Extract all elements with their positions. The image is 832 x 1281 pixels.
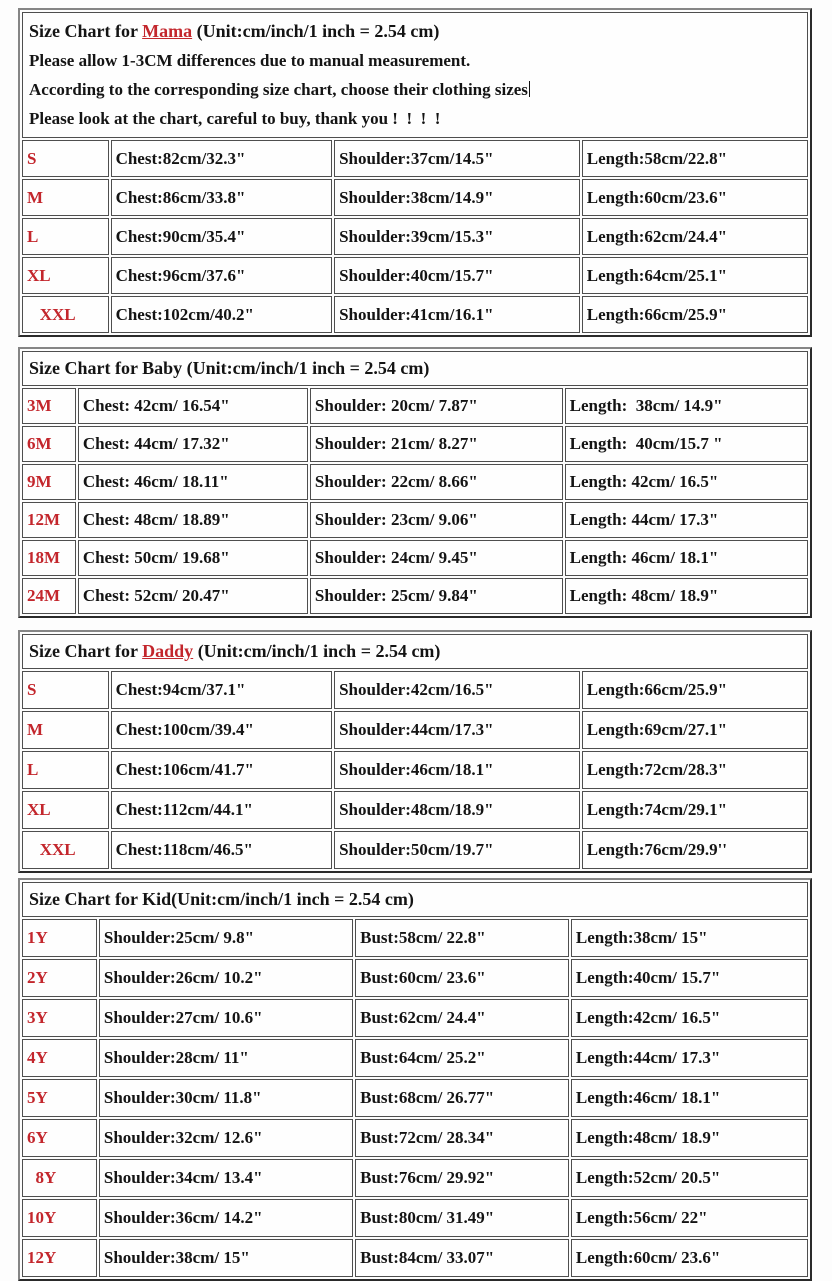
size-chart-table-mama (18, 8, 812, 337)
chest-cell: Chest: 48cm/ 18.89" (78, 502, 308, 538)
shoulder-cell: Shoulder:44cm/17.3" (334, 711, 580, 749)
shoulder-cell: Shoulder:40cm/15.7" (334, 257, 580, 294)
title-pre: Size Chart for (29, 641, 143, 661)
size-chart-table-kid (18, 878, 812, 1281)
section-title-baby (29, 354, 801, 383)
length-cell: Length:44cm/ 17.3" (571, 1039, 808, 1077)
shoulder-cell: Shoulder: 25cm/ 9.84" (310, 578, 563, 614)
section-title-kid (29, 885, 801, 914)
bust-cell: Bust:68cm/ 26.77" (355, 1079, 569, 1117)
table-row (22, 999, 808, 1037)
chest-cell: Chest:82cm/32.3" (111, 140, 333, 177)
size-chart-table-baby (18, 347, 812, 618)
size-label-cell: 5Y (22, 1079, 97, 1117)
title-post: (Unit:cm/inch/1 inch = 2.54 cm) (193, 641, 441, 661)
table-row (22, 218, 808, 255)
length-cell: Length:69cm/27.1" (582, 711, 808, 749)
table-row (22, 919, 808, 957)
section-title-daddy (29, 637, 801, 666)
table-row (22, 711, 808, 749)
shoulder-cell: Shoulder:48cm/18.9" (334, 791, 580, 829)
size-label-cell: 12M (22, 502, 76, 538)
length-cell: Length:60cm/ 23.6" (571, 1239, 808, 1277)
chest-cell: Chest:100cm/39.4" (111, 711, 333, 749)
title-post: (Unit:cm/inch/1 inch = 2.54 cm) (192, 21, 440, 41)
table-row (22, 1079, 808, 1117)
chest-cell: Chest:94cm/37.1" (111, 671, 333, 709)
chest-cell: Chest: 46cm/ 18.11" (78, 464, 308, 500)
length-cell: Length: 38cm/ 14.9" (565, 388, 808, 424)
table-row (22, 140, 808, 177)
length-cell: Length: 40cm/15.7 " (565, 426, 808, 462)
note-measurement: Please allow 1-3CM differences due to manual measurement. (29, 51, 471, 70)
shoulder-cell: Shoulder:27cm/ 10.6" (99, 999, 353, 1037)
shoulder-cell: Shoulder:32cm/ 12.6" (99, 1119, 353, 1157)
size-label-cell: XXL (22, 296, 109, 333)
size-chart-table-daddy (18, 630, 812, 873)
section-header-mama (22, 12, 808, 138)
chest-cell: Chest: 44cm/ 17.32" (78, 426, 308, 462)
table-row (22, 257, 808, 294)
length-cell: Length: 48cm/ 18.9" (565, 578, 808, 614)
size-label-cell: 2Y (22, 959, 97, 997)
size-label-cell: S (22, 671, 109, 709)
size-label-cell: XL (22, 791, 109, 829)
section-header-row (22, 12, 808, 138)
length-cell: Length:58cm/22.8" (582, 140, 808, 177)
chest-cell: Chest:102cm/40.2" (111, 296, 333, 333)
length-cell: Length: 42cm/ 16.5" (565, 464, 808, 500)
shoulder-cell: Shoulder:34cm/ 13.4" (99, 1159, 353, 1197)
bust-cell: Bust:72cm/ 28.34" (355, 1119, 569, 1157)
size-label-cell: 3Y (22, 999, 97, 1037)
title-name-daddy: Daddy (142, 641, 194, 661)
table-row (22, 502, 808, 538)
shoulder-cell: Shoulder:38cm/14.9" (334, 179, 580, 216)
table-row (22, 1159, 808, 1197)
bust-cell: Bust:64cm/ 25.2" (355, 1039, 569, 1077)
length-cell: Length:40cm/ 15.7" (571, 959, 808, 997)
shoulder-cell: Shoulder:37cm/14.5" (334, 140, 580, 177)
title-pre: Size Chart for Baby (Unit:cm/inch/1 inch = 2.54 cm) (29, 358, 430, 378)
length-cell: Length:76cm/29.9'' (582, 831, 808, 869)
size-label-cell: 3M (22, 388, 76, 424)
length-cell: Length:66cm/25.9" (582, 671, 808, 709)
length-cell: Length: 44cm/ 17.3" (565, 502, 808, 538)
shoulder-cell: Shoulder:25cm/ 9.8" (99, 919, 353, 957)
table-row (22, 1119, 808, 1157)
length-cell: Length:42cm/ 16.5" (571, 999, 808, 1037)
chest-cell: Chest:118cm/46.5" (111, 831, 333, 869)
table-row (22, 791, 808, 829)
table-row (22, 671, 808, 709)
table-row (22, 179, 808, 216)
length-cell: Length:56cm/ 22" (571, 1199, 808, 1237)
size-label-cell: L (22, 218, 109, 255)
shoulder-cell: Shoulder:50cm/19.7" (334, 831, 580, 869)
table-row (22, 751, 808, 789)
note-careful-buy: Please look at the chart, careful to buy, thank you ! ! ! ! (29, 109, 441, 128)
section-header-row (22, 351, 808, 386)
size-label-cell: 6Y (22, 1119, 97, 1157)
size-label-cell: 8Y (22, 1159, 97, 1197)
table-row (22, 464, 808, 500)
size-label-cell: S (22, 140, 109, 177)
length-cell: Length:38cm/ 15" (571, 919, 808, 957)
table-row (22, 540, 808, 576)
chest-cell: Chest: 52cm/ 20.47" (78, 578, 308, 614)
length-cell: Length:74cm/29.1" (582, 791, 808, 829)
table-row (22, 388, 808, 424)
length-cell: Length:52cm/ 20.5" (571, 1159, 808, 1197)
length-cell: Length: 46cm/ 18.1" (565, 540, 808, 576)
section-header-baby (22, 351, 808, 386)
length-cell: Length:66cm/25.9" (582, 296, 808, 333)
table-row (22, 1199, 808, 1237)
shoulder-cell: Shoulder: 22cm/ 8.66" (310, 464, 563, 500)
section-header-kid (22, 882, 808, 917)
shoulder-cell: Shoulder:46cm/18.1" (334, 751, 580, 789)
length-cell: Length:60cm/23.6" (582, 179, 808, 216)
shoulder-cell: Shoulder:36cm/ 14.2" (99, 1199, 353, 1237)
note-choose-size-text: According to the corresponding size chart, choose their clothing sizes (29, 80, 528, 99)
shoulder-cell: Shoulder:30cm/ 11.8" (99, 1079, 353, 1117)
title-pre: Size Chart for Kid(Unit:cm/inch/1 inch = 2.54 cm) (29, 889, 414, 909)
bust-cell: Bust:62cm/ 24.4" (355, 999, 569, 1037)
note-choose-size (29, 75, 801, 104)
table-row (22, 1039, 808, 1077)
section-header-row (22, 882, 808, 917)
shoulder-cell: Shoulder: 20cm/ 7.87" (310, 388, 563, 424)
shoulder-cell: Shoulder:42cm/16.5" (334, 671, 580, 709)
chest-cell: Chest:106cm/41.7" (111, 751, 333, 789)
bust-cell: Bust:76cm/ 29.92" (355, 1159, 569, 1197)
chest-cell: Chest:112cm/44.1" (111, 791, 333, 829)
chest-cell: Chest:90cm/35.4" (111, 218, 333, 255)
length-cell: Length:64cm/25.1" (582, 257, 808, 294)
size-label-cell: 4Y (22, 1039, 97, 1077)
bust-cell: Bust:58cm/ 22.8" (355, 919, 569, 957)
text-cursor (529, 81, 530, 97)
size-label-cell: L (22, 751, 109, 789)
size-label-cell: XXL (22, 831, 109, 869)
length-cell: Length:72cm/28.3" (582, 751, 808, 789)
length-cell: Length:62cm/24.4" (582, 218, 808, 255)
size-label-cell: M (22, 179, 109, 216)
shoulder-cell: Shoulder:28cm/ 11" (99, 1039, 353, 1077)
shoulder-cell: Shoulder:26cm/ 10.2" (99, 959, 353, 997)
table-row (22, 831, 808, 869)
size-label-cell: 12Y (22, 1239, 97, 1277)
shoulder-cell: Shoulder:38cm/ 15" (99, 1239, 353, 1277)
title-pre: Size Chart for (29, 21, 143, 41)
shoulder-cell: Shoulder:39cm/15.3" (334, 218, 580, 255)
size-label-cell: 6M (22, 426, 76, 462)
chest-cell: Chest:96cm/37.6" (111, 257, 333, 294)
length-cell: Length:46cm/ 18.1" (571, 1079, 808, 1117)
table-row (22, 578, 808, 614)
table-row (22, 296, 808, 333)
section-header-daddy (22, 634, 808, 669)
chest-cell: Chest: 42cm/ 16.54" (78, 388, 308, 424)
chest-cell: Chest:86cm/33.8" (111, 179, 333, 216)
bust-cell: Bust:60cm/ 23.6" (355, 959, 569, 997)
size-label-cell: 10Y (22, 1199, 97, 1237)
size-label-cell: 24M (22, 578, 76, 614)
shoulder-cell: Shoulder: 21cm/ 8.27" (310, 426, 563, 462)
size-label-cell: 18M (22, 540, 76, 576)
bust-cell: Bust:80cm/ 31.49" (355, 1199, 569, 1237)
size-label-cell: 9M (22, 464, 76, 500)
table-row (22, 1239, 808, 1277)
shoulder-cell: Shoulder: 23cm/ 9.06" (310, 502, 563, 538)
section-title-mama (29, 17, 801, 46)
shoulder-cell: Shoulder:41cm/16.1" (334, 296, 580, 333)
size-label-cell: 1Y (22, 919, 97, 957)
shoulder-cell: Shoulder: 24cm/ 9.45" (310, 540, 563, 576)
chest-cell: Chest: 50cm/ 19.68" (78, 540, 308, 576)
section-header-row (22, 634, 808, 669)
title-name-mama: Mama (142, 21, 193, 41)
table-row (22, 959, 808, 997)
size-label-cell: XL (22, 257, 109, 294)
length-cell: Length:48cm/ 18.9" (571, 1119, 808, 1157)
table-row (22, 426, 808, 462)
size-label-cell: M (22, 711, 109, 749)
bust-cell: Bust:84cm/ 33.07" (355, 1239, 569, 1277)
